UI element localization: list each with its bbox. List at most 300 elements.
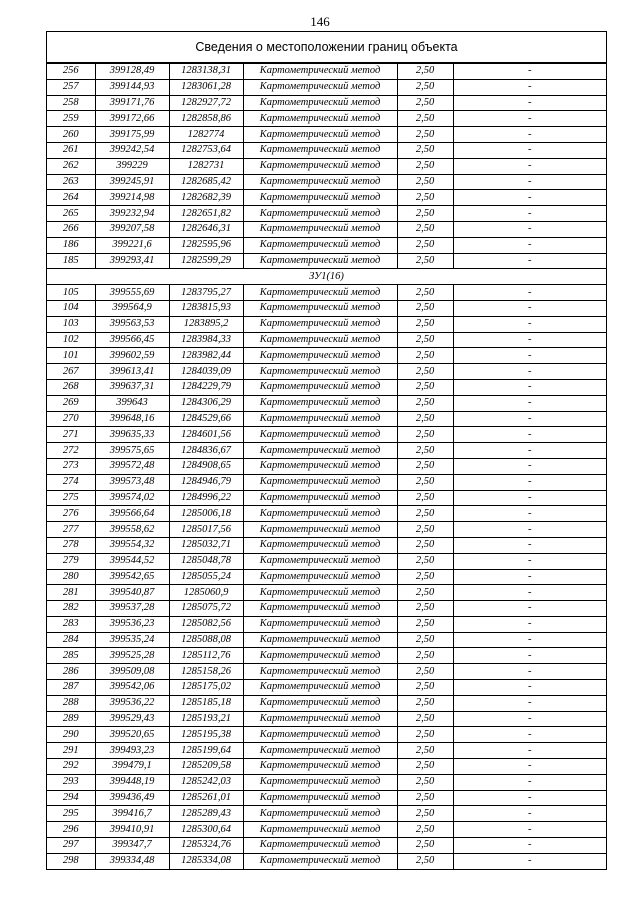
point-number-cell: 278 bbox=[47, 537, 95, 553]
accuracy-cell: 2,50 bbox=[397, 95, 453, 111]
accuracy-cell: 2,50 bbox=[397, 190, 453, 206]
y-coordinate-cell: 1282731 bbox=[169, 158, 243, 174]
point-number-cell: 268 bbox=[47, 379, 95, 395]
table-row bbox=[47, 237, 606, 253]
accuracy-cell: 2,50 bbox=[397, 806, 453, 822]
x-coordinate-cell: 399207,58 bbox=[95, 221, 169, 237]
y-coordinate-cell: 1282927,72 bbox=[169, 95, 243, 111]
method-cell: Картометрический метод bbox=[243, 853, 397, 868]
point-number-cell: 281 bbox=[47, 585, 95, 601]
description-cell: - bbox=[453, 601, 606, 617]
accuracy-cell: 2,50 bbox=[397, 648, 453, 664]
point-number-cell: 294 bbox=[47, 790, 95, 806]
y-coordinate-cell: 1283984,33 bbox=[169, 332, 243, 348]
table-row bbox=[47, 601, 606, 617]
table-row bbox=[47, 585, 606, 601]
y-coordinate-cell: 1285289,43 bbox=[169, 806, 243, 822]
table-row bbox=[47, 285, 606, 301]
method-cell: Картометрический метод bbox=[243, 174, 397, 190]
x-coordinate-cell: 399542,06 bbox=[95, 680, 169, 696]
description-cell: - bbox=[453, 411, 606, 427]
accuracy-cell: 2,50 bbox=[397, 316, 453, 332]
method-cell: Картометрический метод bbox=[243, 553, 397, 569]
x-coordinate-cell: 399448,19 bbox=[95, 774, 169, 790]
table-row bbox=[47, 632, 606, 648]
x-coordinate-cell: 399525,28 bbox=[95, 648, 169, 664]
point-number-cell: 293 bbox=[47, 774, 95, 790]
x-coordinate-cell: 399242,54 bbox=[95, 142, 169, 158]
y-coordinate-cell: 1285032,71 bbox=[169, 537, 243, 553]
method-cell: Картометрический метод bbox=[243, 680, 397, 696]
y-coordinate-cell: 1285195,38 bbox=[169, 727, 243, 743]
y-coordinate-cell: 1285242,03 bbox=[169, 774, 243, 790]
y-coordinate-cell: 1285075,72 bbox=[169, 601, 243, 617]
x-coordinate-cell: 399572,48 bbox=[95, 458, 169, 474]
description-cell: - bbox=[453, 648, 606, 664]
description-cell: - bbox=[453, 111, 606, 127]
point-number-cell: 280 bbox=[47, 569, 95, 585]
description-cell: - bbox=[453, 364, 606, 380]
x-coordinate-cell: 399537,28 bbox=[95, 601, 169, 617]
table-row bbox=[47, 759, 606, 775]
description-cell: - bbox=[453, 190, 606, 206]
point-number-cell: 262 bbox=[47, 158, 95, 174]
x-coordinate-cell: 399573,48 bbox=[95, 474, 169, 490]
description-cell: - bbox=[453, 853, 606, 868]
method-cell: Картометрический метод bbox=[243, 253, 397, 269]
table-row bbox=[47, 79, 606, 95]
accuracy-cell: 2,50 bbox=[397, 206, 453, 222]
table-row bbox=[47, 490, 606, 506]
accuracy-cell: 2,50 bbox=[397, 759, 453, 775]
x-coordinate-cell: 399643 bbox=[95, 395, 169, 411]
accuracy-cell: 2,50 bbox=[397, 364, 453, 380]
method-cell: Картометрический метод bbox=[243, 759, 397, 775]
description-cell: - bbox=[453, 727, 606, 743]
x-coordinate-cell: 399229 bbox=[95, 158, 169, 174]
point-number-cell: 269 bbox=[47, 395, 95, 411]
method-cell: Картометрический метод bbox=[243, 601, 397, 617]
x-coordinate-cell: 399564,9 bbox=[95, 300, 169, 316]
table-row bbox=[47, 506, 606, 522]
accuracy-cell: 2,50 bbox=[397, 474, 453, 490]
table-row bbox=[47, 364, 606, 380]
point-number-cell: 264 bbox=[47, 190, 95, 206]
accuracy-cell: 2,50 bbox=[397, 616, 453, 632]
point-number-cell: 282 bbox=[47, 601, 95, 617]
accuracy-cell: 2,50 bbox=[397, 142, 453, 158]
x-coordinate-cell: 399509,08 bbox=[95, 664, 169, 680]
x-coordinate-cell: 399245,91 bbox=[95, 174, 169, 190]
method-cell: Картометрический метод bbox=[243, 395, 397, 411]
accuracy-cell: 2,50 bbox=[397, 632, 453, 648]
point-number-cell: 298 bbox=[47, 853, 95, 868]
method-cell: Картометрический метод bbox=[243, 79, 397, 95]
method-cell: Картометрический метод bbox=[243, 522, 397, 538]
description-cell: - bbox=[453, 632, 606, 648]
y-coordinate-cell: 1282651,82 bbox=[169, 206, 243, 222]
point-number-cell: 272 bbox=[47, 443, 95, 459]
accuracy-cell: 2,50 bbox=[397, 379, 453, 395]
y-coordinate-cell: 1283795,27 bbox=[169, 285, 243, 301]
point-number-cell: 270 bbox=[47, 411, 95, 427]
description-cell: - bbox=[453, 332, 606, 348]
x-coordinate-cell: 399171,76 bbox=[95, 95, 169, 111]
description-cell: - bbox=[453, 127, 606, 143]
method-cell: Картометрический метод bbox=[243, 190, 397, 206]
point-number-cell: 263 bbox=[47, 174, 95, 190]
point-number-cell: 292 bbox=[47, 759, 95, 775]
y-coordinate-cell: 1284996,22 bbox=[169, 490, 243, 506]
x-coordinate-cell: 399648,16 bbox=[95, 411, 169, 427]
x-coordinate-cell: 399172,66 bbox=[95, 111, 169, 127]
y-coordinate-cell: 1282682,39 bbox=[169, 190, 243, 206]
description-cell: - bbox=[453, 395, 606, 411]
accuracy-cell: 2,50 bbox=[397, 601, 453, 617]
boundary-sheet bbox=[46, 31, 607, 870]
description-cell: - bbox=[453, 553, 606, 569]
y-coordinate-cell: 1285334,08 bbox=[169, 853, 243, 868]
accuracy-cell: 2,50 bbox=[397, 158, 453, 174]
point-number-cell: 276 bbox=[47, 506, 95, 522]
x-coordinate-cell: 399566,64 bbox=[95, 506, 169, 522]
accuracy-cell: 2,50 bbox=[397, 537, 453, 553]
x-coordinate-cell: 399558,62 bbox=[95, 522, 169, 538]
accuracy-cell: 2,50 bbox=[397, 506, 453, 522]
table-row bbox=[47, 711, 606, 727]
x-coordinate-cell: 399221,6 bbox=[95, 237, 169, 253]
accuracy-cell: 2,50 bbox=[397, 411, 453, 427]
x-coordinate-cell: 399214,98 bbox=[95, 190, 169, 206]
accuracy-cell: 2,50 bbox=[397, 774, 453, 790]
y-coordinate-cell: 1285193,21 bbox=[169, 711, 243, 727]
description-cell: - bbox=[453, 379, 606, 395]
accuracy-cell: 2,50 bbox=[397, 443, 453, 459]
method-cell: Картометрический метод bbox=[243, 111, 397, 127]
accuracy-cell: 2,50 bbox=[397, 427, 453, 443]
method-cell: Картометрический метод bbox=[243, 664, 397, 680]
table-row bbox=[47, 395, 606, 411]
method-cell: Картометрический метод bbox=[243, 127, 397, 143]
description-cell: - bbox=[453, 427, 606, 443]
description-cell: - bbox=[453, 206, 606, 222]
x-coordinate-cell: 399613,41 bbox=[95, 364, 169, 380]
method-cell: Картометрический метод bbox=[243, 427, 397, 443]
description-cell: - bbox=[453, 664, 606, 680]
accuracy-cell: 2,50 bbox=[397, 853, 453, 868]
accuracy-cell: 2,50 bbox=[397, 221, 453, 237]
accuracy-cell: 2,50 bbox=[397, 664, 453, 680]
point-number-cell: 275 bbox=[47, 490, 95, 506]
table-row bbox=[47, 648, 606, 664]
description-cell: - bbox=[453, 79, 606, 95]
description-cell: - bbox=[453, 158, 606, 174]
y-coordinate-cell: 1285048,78 bbox=[169, 553, 243, 569]
table-row bbox=[47, 411, 606, 427]
method-cell: Картометрический метод bbox=[243, 348, 397, 364]
table-row bbox=[47, 743, 606, 759]
table-row bbox=[47, 332, 606, 348]
method-cell: Картометрический метод bbox=[243, 632, 397, 648]
y-coordinate-cell: 1282685,42 bbox=[169, 174, 243, 190]
method-cell: Картометрический метод bbox=[243, 774, 397, 790]
x-coordinate-cell: 399347,7 bbox=[95, 838, 169, 854]
description-cell: - bbox=[453, 348, 606, 364]
table-row bbox=[47, 458, 606, 474]
point-number-cell: 290 bbox=[47, 727, 95, 743]
point-number-cell: 258 bbox=[47, 95, 95, 111]
description-cell: - bbox=[453, 838, 606, 854]
description-cell: - bbox=[453, 522, 606, 538]
method-cell: Картометрический метод bbox=[243, 490, 397, 506]
description-cell: - bbox=[453, 790, 606, 806]
accuracy-cell: 2,50 bbox=[397, 680, 453, 696]
y-coordinate-cell: 1284229,79 bbox=[169, 379, 243, 395]
table-row bbox=[47, 522, 606, 538]
point-number-cell: 186 bbox=[47, 237, 95, 253]
y-coordinate-cell: 1282595,96 bbox=[169, 237, 243, 253]
x-coordinate-cell: 399563,53 bbox=[95, 316, 169, 332]
description-cell: - bbox=[453, 142, 606, 158]
y-coordinate-cell: 1283815,93 bbox=[169, 300, 243, 316]
y-coordinate-cell: 1285185,18 bbox=[169, 695, 243, 711]
x-coordinate-cell: 399334,48 bbox=[95, 853, 169, 868]
description-cell: - bbox=[453, 680, 606, 696]
description-cell: - bbox=[453, 174, 606, 190]
sheet-title: Сведения о местоположении границ объекта bbox=[47, 32, 606, 63]
table-row bbox=[47, 316, 606, 332]
method-cell: Картометрический метод bbox=[243, 158, 397, 174]
x-coordinate-cell: 399410,91 bbox=[95, 822, 169, 838]
y-coordinate-cell: 1285017,56 bbox=[169, 522, 243, 538]
x-coordinate-cell: 399566,45 bbox=[95, 332, 169, 348]
description-cell: - bbox=[453, 759, 606, 775]
description-cell: - bbox=[453, 95, 606, 111]
x-coordinate-cell: 399493,23 bbox=[95, 743, 169, 759]
point-number-cell: 267 bbox=[47, 364, 95, 380]
method-cell: Картометрический метод bbox=[243, 95, 397, 111]
method-cell: Картометрический метод bbox=[243, 743, 397, 759]
accuracy-cell: 2,50 bbox=[397, 790, 453, 806]
table-row bbox=[47, 616, 606, 632]
method-cell: Картометрический метод bbox=[243, 316, 397, 332]
table-row bbox=[47, 853, 606, 868]
x-coordinate-cell: 399536,22 bbox=[95, 695, 169, 711]
y-coordinate-cell: 1282599,29 bbox=[169, 253, 243, 269]
y-coordinate-cell: 1282646,31 bbox=[169, 221, 243, 237]
y-coordinate-cell: 1282774 bbox=[169, 127, 243, 143]
table-row bbox=[47, 838, 606, 854]
table-row bbox=[47, 158, 606, 174]
table-row bbox=[47, 443, 606, 459]
method-cell: Картометрический метод bbox=[243, 585, 397, 601]
table-row bbox=[47, 379, 606, 395]
y-coordinate-cell: 1284946,79 bbox=[169, 474, 243, 490]
accuracy-cell: 2,50 bbox=[397, 569, 453, 585]
accuracy-cell: 2,50 bbox=[397, 332, 453, 348]
point-number-cell: 185 bbox=[47, 253, 95, 269]
table-row bbox=[47, 774, 606, 790]
x-coordinate-cell: 399529,43 bbox=[95, 711, 169, 727]
x-coordinate-cell: 399555,69 bbox=[95, 285, 169, 301]
description-cell: - bbox=[453, 300, 606, 316]
y-coordinate-cell: 1284836,67 bbox=[169, 443, 243, 459]
accuracy-cell: 2,50 bbox=[397, 348, 453, 364]
accuracy-cell: 2,50 bbox=[397, 127, 453, 143]
y-coordinate-cell: 1284306,29 bbox=[169, 395, 243, 411]
table-row bbox=[47, 790, 606, 806]
accuracy-cell: 2,50 bbox=[397, 111, 453, 127]
description-cell: - bbox=[453, 316, 606, 332]
table-row bbox=[47, 206, 606, 222]
x-coordinate-cell: 399574,02 bbox=[95, 490, 169, 506]
x-coordinate-cell: 399232,94 bbox=[95, 206, 169, 222]
description-cell: - bbox=[453, 506, 606, 522]
description-cell: - bbox=[453, 774, 606, 790]
point-number-cell: 103 bbox=[47, 316, 95, 332]
y-coordinate-cell: 1284039,09 bbox=[169, 364, 243, 380]
point-number-cell: 283 bbox=[47, 616, 95, 632]
method-cell: Картометрический метод bbox=[243, 285, 397, 301]
point-number-cell: 279 bbox=[47, 553, 95, 569]
x-coordinate-cell: 399479,1 bbox=[95, 759, 169, 775]
description-cell: - bbox=[453, 458, 606, 474]
table-row bbox=[47, 806, 606, 822]
accuracy-cell: 2,50 bbox=[397, 585, 453, 601]
point-number-cell: 295 bbox=[47, 806, 95, 822]
point-number-cell: 274 bbox=[47, 474, 95, 490]
section-header-row bbox=[47, 269, 606, 285]
table-row bbox=[47, 537, 606, 553]
method-cell: Картометрический метод bbox=[243, 237, 397, 253]
table-row bbox=[47, 95, 606, 111]
point-number-cell: 266 bbox=[47, 221, 95, 237]
table-row bbox=[47, 695, 606, 711]
y-coordinate-cell: 1285088,08 bbox=[169, 632, 243, 648]
x-coordinate-cell: 399144,93 bbox=[95, 79, 169, 95]
point-number-cell: 271 bbox=[47, 427, 95, 443]
table-row bbox=[47, 142, 606, 158]
point-number-cell: 287 bbox=[47, 680, 95, 696]
point-number-cell: 256 bbox=[47, 64, 95, 80]
method-cell: Картометрический метод bbox=[243, 806, 397, 822]
method-cell: Картометрический метод bbox=[243, 364, 397, 380]
accuracy-cell: 2,50 bbox=[397, 838, 453, 854]
point-number-cell: 277 bbox=[47, 522, 95, 538]
table-row bbox=[47, 190, 606, 206]
description-cell: - bbox=[453, 616, 606, 632]
x-coordinate-cell: 399542,65 bbox=[95, 569, 169, 585]
y-coordinate-cell: 1285055,24 bbox=[169, 569, 243, 585]
accuracy-cell: 2,50 bbox=[397, 237, 453, 253]
point-number-cell: 101 bbox=[47, 348, 95, 364]
x-coordinate-cell: 399635,33 bbox=[95, 427, 169, 443]
y-coordinate-cell: 1285158,26 bbox=[169, 664, 243, 680]
x-coordinate-cell: 399175,99 bbox=[95, 127, 169, 143]
point-number-cell: 102 bbox=[47, 332, 95, 348]
method-cell: Картометрический метод bbox=[243, 506, 397, 522]
accuracy-cell: 2,50 bbox=[397, 695, 453, 711]
method-cell: Картометрический метод bbox=[243, 822, 397, 838]
method-cell: Картометрический метод bbox=[243, 790, 397, 806]
description-cell: - bbox=[453, 695, 606, 711]
point-number-cell: 285 bbox=[47, 648, 95, 664]
method-cell: Картометрический метод bbox=[243, 221, 397, 237]
method-cell: Картометрический метод bbox=[243, 727, 397, 743]
description-cell: - bbox=[453, 443, 606, 459]
table-row bbox=[47, 253, 606, 269]
y-coordinate-cell: 1285209,58 bbox=[169, 759, 243, 775]
x-coordinate-cell: 399637,31 bbox=[95, 379, 169, 395]
point-number-cell: 273 bbox=[47, 458, 95, 474]
y-coordinate-cell: 1285112,76 bbox=[169, 648, 243, 664]
table-row bbox=[47, 680, 606, 696]
point-number-cell: 261 bbox=[47, 142, 95, 158]
y-coordinate-cell: 1283895,2 bbox=[169, 316, 243, 332]
point-number-cell: 296 bbox=[47, 822, 95, 838]
y-coordinate-cell: 1282858,86 bbox=[169, 111, 243, 127]
table-row bbox=[47, 127, 606, 143]
table-row bbox=[47, 111, 606, 127]
description-cell: - bbox=[453, 285, 606, 301]
point-number-cell: 265 bbox=[47, 206, 95, 222]
x-coordinate-cell: 399128,49 bbox=[95, 64, 169, 80]
point-number-cell: 105 bbox=[47, 285, 95, 301]
point-number-cell: 259 bbox=[47, 111, 95, 127]
x-coordinate-cell: 399436,49 bbox=[95, 790, 169, 806]
y-coordinate-cell: 1283982,44 bbox=[169, 348, 243, 364]
accuracy-cell: 2,50 bbox=[397, 285, 453, 301]
accuracy-cell: 2,50 bbox=[397, 822, 453, 838]
x-coordinate-cell: 399535,24 bbox=[95, 632, 169, 648]
description-cell: - bbox=[453, 64, 606, 80]
description-cell: - bbox=[453, 806, 606, 822]
x-coordinate-cell: 399416,7 bbox=[95, 806, 169, 822]
method-cell: Картометрический метод bbox=[243, 64, 397, 80]
table-row bbox=[47, 822, 606, 838]
y-coordinate-cell: 1283138,31 bbox=[169, 64, 243, 80]
y-coordinate-cell: 1285175,02 bbox=[169, 680, 243, 696]
y-coordinate-cell: 1284908,65 bbox=[169, 458, 243, 474]
method-cell: Картометрический метод bbox=[243, 300, 397, 316]
table-row bbox=[47, 727, 606, 743]
x-coordinate-cell: 399602,59 bbox=[95, 348, 169, 364]
method-cell: Картометрический метод bbox=[243, 206, 397, 222]
page-number: 146 bbox=[310, 14, 330, 29]
method-cell: Картометрический метод bbox=[243, 443, 397, 459]
point-number-cell: 257 bbox=[47, 79, 95, 95]
table-row bbox=[47, 64, 606, 80]
accuracy-cell: 2,50 bbox=[397, 174, 453, 190]
point-number-cell: 260 bbox=[47, 127, 95, 143]
y-coordinate-cell: 1285261,01 bbox=[169, 790, 243, 806]
description-cell: - bbox=[453, 490, 606, 506]
x-coordinate-cell: 399544,52 bbox=[95, 553, 169, 569]
y-coordinate-cell: 1283061,28 bbox=[169, 79, 243, 95]
method-cell: Картометрический метод bbox=[243, 616, 397, 632]
y-coordinate-cell: 1285082,56 bbox=[169, 616, 243, 632]
table-row bbox=[47, 221, 606, 237]
table-row bbox=[47, 553, 606, 569]
method-cell: Картометрический метод bbox=[243, 458, 397, 474]
method-cell: Картометрический метод bbox=[243, 648, 397, 664]
point-number-cell: 284 bbox=[47, 632, 95, 648]
table-row bbox=[47, 174, 606, 190]
description-cell: - bbox=[453, 474, 606, 490]
method-cell: Картометрический метод bbox=[243, 711, 397, 727]
y-coordinate-cell: 1285324,76 bbox=[169, 838, 243, 854]
accuracy-cell: 2,50 bbox=[397, 553, 453, 569]
